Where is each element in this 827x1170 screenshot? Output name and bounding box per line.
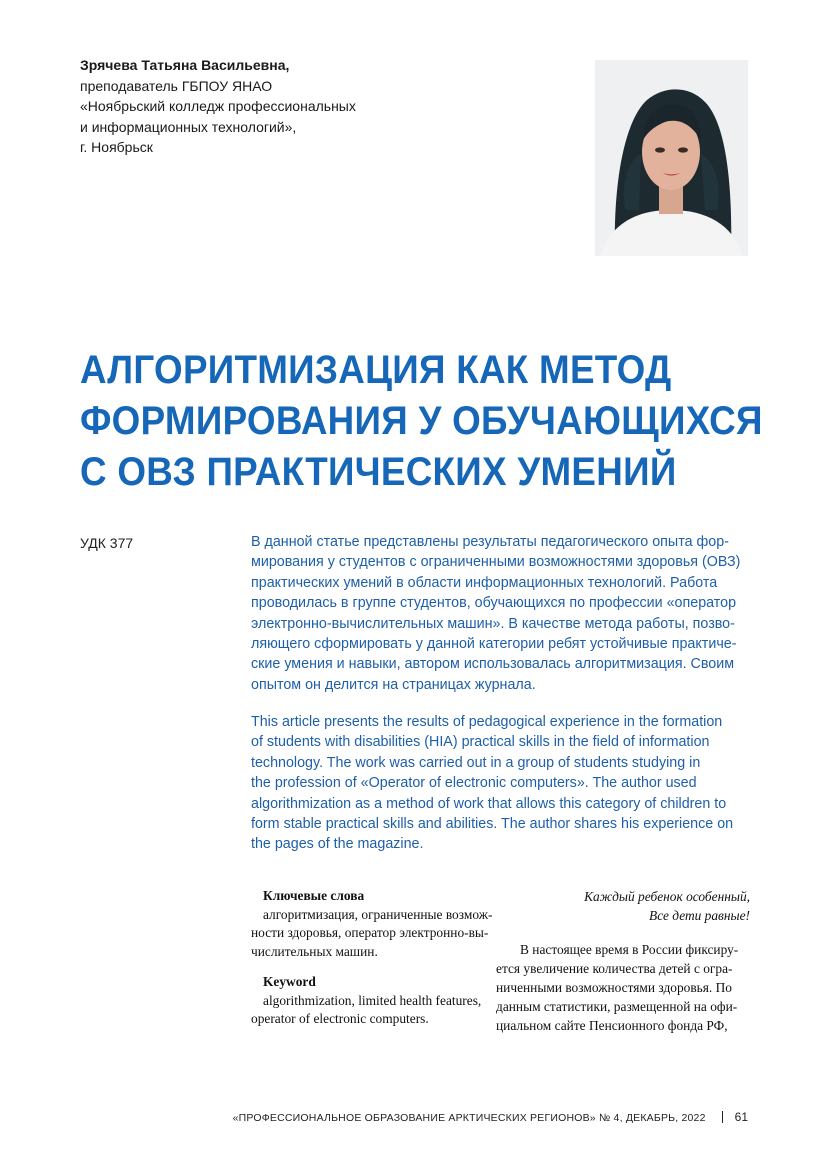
abstract-line: В данной статье представлены результаты педагогического опыта фор-	[251, 534, 729, 550]
abstract-line: technology. The work was carried out in a group of students studying in	[251, 754, 701, 771]
author-line: г. Ноябрьск	[80, 139, 153, 155]
keywords-line: ности здоровья, оператор электронно-вы-	[251, 925, 489, 940]
body-line: данным статистики, размещенной на офи-	[496, 999, 738, 1014]
body-line: ется увеличение количества детей с огра-	[496, 961, 733, 976]
keywords-heading-en: Keyword	[263, 974, 316, 989]
epigraph-line: Каждый ребенок особенный,	[584, 889, 750, 904]
body-line: В настоящее время в России фиксиру-	[520, 942, 739, 957]
abstract-line: the pages of the magazine.	[251, 836, 424, 853]
abstract-russian	[251, 532, 751, 695]
udk-code: УДК 377	[80, 535, 134, 551]
body-line: циальном сайте Пенсионного фонда РФ,	[496, 1018, 728, 1033]
author-block	[80, 55, 356, 158]
title-line: С ОВЗ ПРАКТИЧЕСКИХ УМЕНИЙ	[80, 450, 677, 494]
footer-divider	[722, 1111, 723, 1123]
keywords-block	[251, 887, 496, 1029]
abstract-line: algorithmization as a method of work that allows this category of children to	[251, 795, 727, 812]
page-footer	[0, 1110, 748, 1124]
abstract-line: the profession of «Operator of electronic computers». The author used	[251, 775, 697, 792]
article-title	[80, 345, 763, 498]
abstract-line: электронно-вычислительных машин». В качестве метода работы, позво-	[251, 615, 735, 632]
abstract-line: ляющего сформировать у данной категории ребят устойчивые практиче-	[251, 636, 737, 653]
journal-name: «ПРОФЕССИОНАЛЬНОЕ ОБРАЗОВАНИЕ АРКТИЧЕСКИХ РЕГИОНОВ» № 4, ДЕКАБРЬ, 2022	[232, 1112, 706, 1124]
abstract-line: This article presents the results of pedagogical experience in the formation	[251, 714, 723, 730]
author-line: «Ноябрьский колледж профессиональных	[80, 98, 356, 114]
keywords-line: operator of electronic computers.	[251, 1011, 429, 1026]
abstract-line: form stable practical skills and abilities. The author shares his experience on	[251, 816, 734, 833]
author-name: Зрячева Татьяна Васильевна,	[80, 57, 290, 73]
author-line: и информационных технологий»,	[80, 118, 297, 135]
abstract-line: мирования у студентов с ограниченными возможностями здоровья (ОВЗ)	[251, 554, 741, 571]
abstract-line: ские умения и навыки, автором использовалась алгоритмизация. Своим	[251, 656, 735, 673]
abstract-line: опытом он делится на страницах журнала.	[251, 676, 536, 693]
body-line: ниченными возможностями здоровья. По	[496, 980, 732, 995]
author-photo	[595, 60, 748, 256]
abstract-line: проводилась в группе студентов, обучающихся по профессии «оператор	[251, 595, 737, 612]
keywords-line: алгоритмизация, ограниченные возмож-	[263, 906, 493, 922]
page-number: 61	[734, 1110, 748, 1124]
abstract-line: практических умений в области информационных технологий. Работа	[251, 574, 718, 591]
portrait-image	[595, 60, 748, 256]
epigraph-line: Все дети равные!	[649, 908, 750, 923]
abstract-line: of students with disabilities (HIA) practical skills in the field of information	[251, 734, 710, 751]
title-line: ФОРМИРОВАНИЯ У ОБУЧАЮЩИХСЯ	[80, 399, 763, 443]
keywords-line: числительных машин.	[251, 943, 378, 959]
keywords-heading-ru: Ключевые слова	[263, 888, 365, 903]
keywords-line: algorithmization, limited health features,	[263, 992, 482, 1008]
title-line: АЛГОРИТМИЗАЦИЯ КАК МЕТОД	[80, 348, 672, 392]
abstract-english	[251, 712, 751, 855]
body-column	[496, 887, 750, 1035]
author-line: преподаватель ГБПОУ ЯНАО	[80, 77, 273, 94]
